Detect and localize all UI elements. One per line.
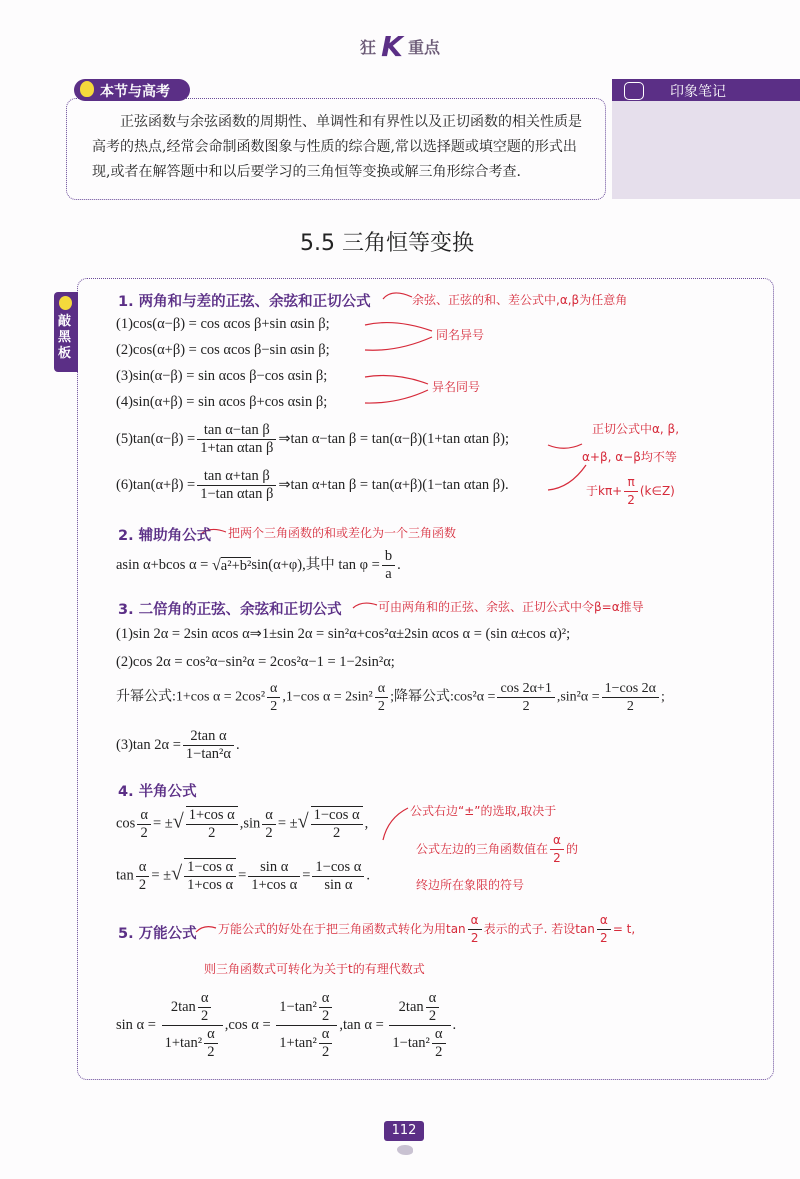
- s1-note-tan-3: 于kπ+ $\frac{\pi}{2}$ (k∈Z): [586, 475, 675, 507]
- side-tab-bulb-icon: [59, 296, 72, 310]
- header-title-right: 重点: [407, 38, 440, 57]
- s3-formula-2: (2)cos 2α = cos²α−sin²α = 2cos²α−1 = 1−2sin²α;: [116, 654, 395, 670]
- s4-formula-cos-sin: cos $\frac{\alpha}{2}$ = ±√ $\frac{\text{1+cos α}}{2}$ ,sin $\frac{\alpha}{2}$ = ±√ $\frac{\text{1−cos α}}{2}$ ,: [116, 806, 369, 841]
- intro-badge: [74, 79, 190, 101]
- s4-note-1: 公式右边“±”的选取,取决于: [410, 804, 557, 818]
- s1-formula-1: (1)cos(α−β) = cos αcos β+sin αsin β;: [116, 316, 330, 332]
- s1-title: 1. 两角和与差的正弦、余弦和正切公式: [118, 294, 371, 310]
- page-number: 112: [384, 1121, 424, 1141]
- s1-note-tan-2: α+β, α−β均不等: [582, 450, 677, 464]
- s1-formula-5: (5)tan(α−β) = $\frac{\text{tan α−tan β}}{\text{1+tan αtan β}}$ ⇒tan α−tan β = tan(α−β)(1+tan αtan β);: [116, 422, 510, 456]
- s4-note-2: 公式左边的三角函数值在 $\frac{\alpha}{2}$ 的: [416, 833, 578, 865]
- s4-note-3: 终边所在象限的符号: [416, 878, 525, 892]
- s3-formula-3: 升幂公式:1+cos α = 2cos² $\frac{\alpha}{2}$ ,1−cos α = 2sin² $\frac{\alpha}{2}$ ;降幂公式:cos²α = $\frac{\cos 2\alpha+1}{2}$ ,sin²α = $\frac{1-\cos 2\alpha}{2}$ ;: [116, 681, 665, 714]
- intro-badge-label: 本节与高考: [100, 84, 170, 100]
- header-title-k: K: [381, 30, 403, 63]
- s3-formula-1: (1)sin 2α = 2sin αcos α⇒1±sin 2α = sin²α+cos²α±2sin αcos α = (sin α±cos α)²;: [116, 626, 571, 642]
- s4-formula-tan: tan $\frac{\alpha}{2}$ = ±√ $\frac{\text{1−cos α}}{\text{1+cos α}}$ = $\frac{\text{sin α}}{\text{1+cos α}}$ = $\frac{\text{1−cos α}}{\text{sin α}}$ .: [116, 858, 371, 893]
- intro-text: 正弦函数与余弦函数的周期性、单调性和有界性以及正切函数的相关性质是高考的热点,经常会命制函数图象与性质的综合题,常以选择题或填空题的形式出现,或者在解答题中和以后要学习的三角恒等变换或解三角形综合考查.: [92, 114, 582, 180]
- s1-note-same: 同名异号: [436, 328, 485, 342]
- s2-note: 把两个三角函数的和或差化为一个三角函数: [228, 526, 457, 540]
- s1-note-diff: 异名同号: [432, 380, 481, 394]
- page-header: [340, 30, 460, 64]
- s5-title: 5. 万能公式: [118, 926, 197, 942]
- s1-formula-4: (4)sin(α+β) = sin αcos β+cos αsin β;: [116, 394, 328, 410]
- s2-formula: asin α+bcos α = √a²+b²sin(α+φ),其中 tan φ = $\frac{b}{a}$ .: [116, 548, 401, 582]
- notes-panel: [612, 79, 800, 199]
- notes-panel-label: 印象笔记: [670, 84, 726, 100]
- notes-panel-header: [612, 79, 800, 101]
- notes-icon: [624, 82, 644, 100]
- s1-formula-2: (2)cos(α+β) = cos αcos β−sin αsin β;: [116, 342, 330, 358]
- section-title: 5.5 三角恒等变换: [300, 231, 474, 256]
- s5-note-1: 万能公式的好处在于把三角函数式转化为用tan $\frac{\alpha}{2}$ 表示的式子. 若设tan $\frac{\alpha}{2}$ = t,: [218, 913, 636, 945]
- s1-note: 余弦、正弦的和、差公式中,α,β为任意角: [412, 293, 628, 307]
- s5-note-2: 则三角函数式可转化为关于t的有理代数式: [204, 962, 425, 976]
- bird-icon: [397, 1145, 413, 1155]
- side-tab: [54, 292, 78, 372]
- s3-title: 3. 二倍角的正弦、余弦和正切公式: [118, 602, 342, 618]
- s3-note: 可由两角和的正弦、余弦、正切公式中令β=α推导: [378, 600, 644, 614]
- side-tab-label: 敲黑板: [58, 314, 72, 361]
- bulb-icon: [80, 81, 94, 97]
- s4-title: 4. 半角公式: [118, 784, 197, 800]
- s1-note-tan-1: 正切公式中α, β,: [592, 422, 680, 436]
- s3-formula-4: (3)tan 2α = $\frac{\text{2tan α}}{\text{1−tan²α}}$ .: [116, 728, 240, 762]
- s1-formula-3: (3)sin(α−β) = sin αcos β−cos αsin β;: [116, 368, 328, 384]
- s5-formula: sin α = 2tan $\frac{\alpha}{2}$ 1+tan² $\frac{\alpha}{2}$ ,cos α = 1−tan² $\frac{\alpha}{2}$ 1+tan² $\frac{\alpha}{2}$ ,tan α = 2tan $\frac{\alpha}{2}$ 1−tan² $\frac{\alpha}{2}$ .: [116, 990, 457, 1060]
- header-title-left: 狂: [360, 38, 377, 57]
- s2-title: 2. 辅助角公式: [118, 528, 212, 544]
- s1-formula-6: (6)tan(α+β) = $\frac{\text{tan α+tan β}}{\text{1−tan αtan β}}$ ⇒tan α+tan β = tan(α+β)(1−tan αtan β).: [116, 468, 509, 502]
